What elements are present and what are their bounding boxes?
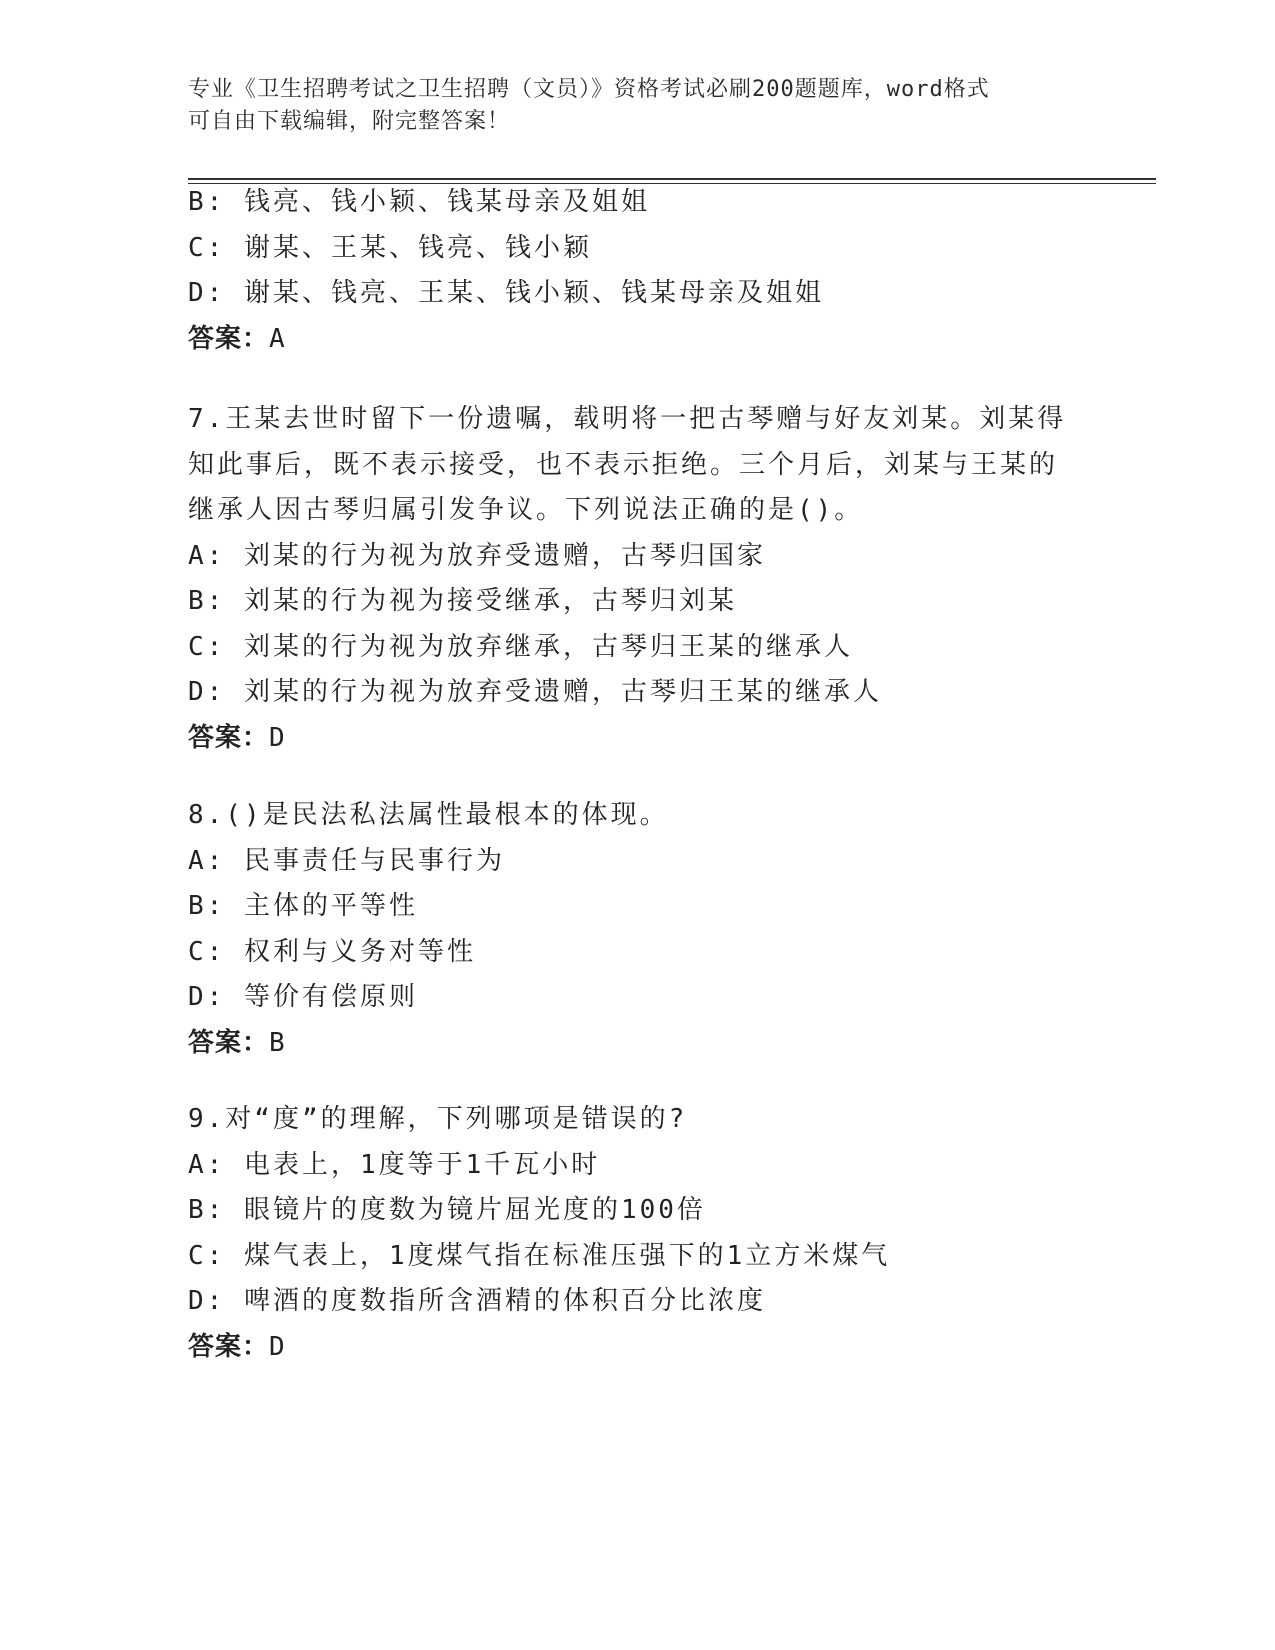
answer-label: 答案： xyxy=(188,1331,270,1362)
document-header xyxy=(188,74,1068,138)
question-9-stem-line-1: 9.对“度”的理解，下列哪项是错误的? xyxy=(188,1104,688,1134)
question-7-stem-line-3: 继承人因古琴归属引发争议。下列说法正确的是()。 xyxy=(188,495,864,525)
option-a: A: 民事责任与民事行为 xyxy=(188,845,505,876)
answer-label: 答案： xyxy=(188,323,270,354)
prev-question-block xyxy=(188,180,1088,362)
option-d: D: 啤酒的度数指所含酒精的体积百分比浓度 xyxy=(188,1286,766,1316)
option-c: C: 刘某的行为视为放弃继承，古琴归王某的继承人 xyxy=(188,631,853,662)
option-b: B: 刘某的行为视为接受继承，古琴归刘某 xyxy=(188,586,737,616)
answer-line xyxy=(188,716,1088,762)
answer-value: B xyxy=(269,1027,286,1058)
question-8-block xyxy=(188,793,1088,1066)
answer-value: D xyxy=(269,1331,286,1362)
answer-label: 答案： xyxy=(188,722,270,753)
answer-line xyxy=(188,1325,1088,1371)
question-7-stem-line-2: 知此事后，既不表示接受，也不表示拒绝。三个月后，刘某与王某的 xyxy=(188,449,1059,480)
question-8-stem-line-1: 8.()是民法私法属性最根本的体现。 xyxy=(188,800,669,830)
option-b: B: 钱亮、钱小颖、钱某母亲及姐姐 xyxy=(188,187,650,217)
option-d: D: 谢某、钱亮、王某、钱小颖、钱某母亲及姐姐 xyxy=(188,278,824,308)
option-a: A: 刘某的行为视为放弃受遗赠，古琴归国家 xyxy=(188,540,766,571)
option-a: A: 电表上，1度等于1千瓦小时 xyxy=(188,1149,601,1180)
option-c: C: 权利与义务对等性 xyxy=(188,936,476,967)
answer-line xyxy=(188,317,1088,363)
option-c: C: 煤气表上，1度煤气指在标准压强下的1立方米煤气 xyxy=(188,1240,891,1271)
option-b: B: 主体的平等性 xyxy=(188,891,418,921)
answer-label: 答案： xyxy=(188,1027,270,1058)
answer-line xyxy=(188,1021,1088,1067)
answer-value: D xyxy=(269,722,286,753)
option-c: C: 谢某、王某、钱亮、钱小颖 xyxy=(188,232,592,263)
option-b: B: 眼镜片的度数为镜片屈光度的100倍 xyxy=(188,1195,706,1225)
header-line-2: 可自由下载编辑，附完整答案！ xyxy=(188,109,511,134)
question-7-stem-line-1: 7.王某去世时留下一份遗嘱，载明将一把古琴赠与好友刘某。刘某得 xyxy=(188,404,1067,434)
question-7-block xyxy=(188,397,1088,761)
header-line-1: 专业《卫生招聘考试之卫生招聘（文员）》资格考试必刷200题题库，word格式 xyxy=(188,77,990,102)
option-d: D: 等价有偿原则 xyxy=(188,982,418,1012)
option-d: D: 刘某的行为视为放弃受遗赠，古琴归王某的继承人 xyxy=(188,677,882,707)
answer-value: A xyxy=(269,323,286,354)
question-9-block xyxy=(188,1097,1088,1370)
